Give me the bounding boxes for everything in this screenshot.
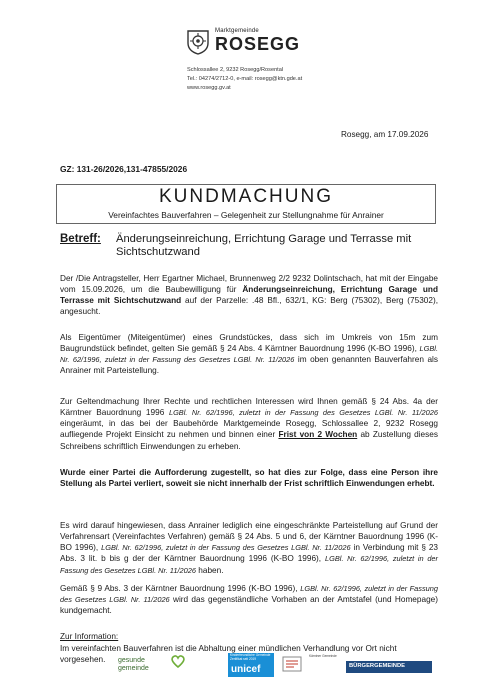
unicef-certificate-text: Kinderfreundliche Gemeinde Zertifikat seit 2019 xyxy=(230,653,271,661)
document-date: Rosegg, am 17.09.2026 xyxy=(341,130,429,139)
page-title: KUNDMACHUNG xyxy=(159,186,333,207)
paragraph-text: haben. xyxy=(195,565,224,575)
info-heading: Zur Information: xyxy=(60,632,119,641)
file-reference: GZ: 131-26/2026,131-47855/2026 xyxy=(60,164,188,174)
address-line: Schlossallee 2, 9232 Rosegg/Rosental xyxy=(187,67,284,73)
logo-line: gesunde xyxy=(118,657,145,664)
paragraph-application xyxy=(60,273,438,318)
paragraph-limited-status xyxy=(60,520,438,576)
paragraph-text: im oben genannten Bauverfahren als Anrainer mit Parteistellung. xyxy=(60,355,438,376)
paragraph-warning: Wurde einer Partei die Aufforderung zugestellt, so hat dies zur Folge, dass eine Person ihre Stellung als Partei verliert, soweit sie nicht innerhalb der Frist schriftlich Einwendungen erhebt. xyxy=(60,468,438,489)
paragraph-text: ab Zustellung dieses Schreibens schriftlich Einwendungen zu erheben. xyxy=(60,430,438,451)
deadline-text: Frist von 2 Wochen xyxy=(278,430,358,440)
info-text: Im vereinfachten Bauverfahren ist die Abhaltung einer mündlichen Verhandlung vor Ort nicht vorgesehen. xyxy=(60,644,397,665)
law-citation: LGBl. Nr. 62/1996, zuletzt in der Fassung des Gesetzes LGBl. Nr. 11/2026 xyxy=(60,554,438,575)
contact-line: Tel.: 04274/2712-0, e-mail: rosegg@ktn.gde.at xyxy=(187,75,303,82)
paragraph-text: Als Eigentümer (Miteigentümer) eines Grundstückes, dass sich im Umkreis von 15m zum Baugrundstück befindet, gelten Sie gemäß § 24 Abs. 4 Kärntner Bauordnung 1996 (K-BO 1996), xyxy=(60,333,438,354)
paragraph-publication xyxy=(60,583,438,616)
municipality-label: Marktgemeinde xyxy=(215,28,259,34)
municipality-name: ROSEGG xyxy=(215,34,301,54)
coat-of-arms-icon xyxy=(185,29,211,55)
gesunde-gemeinde-logo xyxy=(118,657,149,673)
law-citation: LGBl. Nr. 62/1996, zuletzt in der Fassung des Gesetzes LGBl. Nr. 11/2026 xyxy=(101,543,351,553)
paragraph-text: wird das gegenständliche Vorhaben an der Amtstafel (und Homepage) kundgemacht. xyxy=(60,595,438,616)
paragraph-neighbour-status xyxy=(60,332,438,377)
law-citation: LGBl. Nr. 62/1996, zuletzt in der Fassung des Gesetzes LGBl. Nr. 11/2026 xyxy=(60,584,438,605)
paragraph-text: Es wird darauf hingewiesen, dass Anrainer lediglich eine eingeschränkte Parteistellung auf Grund der Verfahrensart (Vereinfachtes Verfahren) gemäß § 24 Abs. 5 und 6, der Kärntner Bauordnung 1996 (K-BO 1996), xyxy=(60,521,438,553)
unicef-logo: unicef xyxy=(231,664,261,675)
subject-text: Änderungseinreichung, Errichtung Garage und Terrasse mit Sichtschutzwand xyxy=(116,233,412,258)
law-citation: LGBl. Nr. 62/1996, zuletzt in der Fassung des Gesetzes LGBl. Nr. 11/2026 xyxy=(168,408,438,418)
logo-line: gemeinde xyxy=(118,665,149,672)
project-name: Änderungseinreichung, Errichtung Garage und Terrasse mit Sichtschutzwand xyxy=(60,285,438,306)
paragraph-rights xyxy=(60,396,438,452)
paragraph-text: auf der Parzelle: .48 Bfl., 632/1, KG: Berg (75302), Berg (75302), angesucht. xyxy=(60,296,438,317)
gemeinde-logo-text: Kärntner Gemeinde xyxy=(309,654,337,658)
heart-icon xyxy=(170,654,186,668)
web-line: www.rosegg.gv.at xyxy=(187,84,231,91)
law-citation: LGBl. Nr. 62/1996, zuletzt in der Fassung des Gesetzes LGBl. Nr. 11/2026 xyxy=(60,344,438,365)
subject-label: Betreff: xyxy=(60,233,101,245)
page-subtitle: Vereinfachtes Bauverfahren – Gelegenheit zur Stellungnahme für Anrainer xyxy=(108,210,384,220)
paragraph-text: Gemäß § 9 Abs. 3 der Kärntner Bauordnung 1996 (K-BO 1996), xyxy=(60,584,301,593)
buergergemeinde-logo: BÜRGERGEMEINDE xyxy=(349,663,406,669)
paragraph-text: eingeräumt, in das bei der Baubehörde Marktgemeinde Rosegg, Schlossallee 2, 9232 Rosegg aufliegende Projekt Einsicht zu nehmen und binnen einer xyxy=(60,419,438,440)
paragraph-text: Zur Geltendmachung Ihrer Rechte und rechtlichen Interessen wird Ihnen gemäß § 24 Abs. 4a der Kärntner Bauordnung 1996 xyxy=(60,397,438,418)
address-block xyxy=(187,66,302,92)
certificate-icon xyxy=(282,656,302,672)
paragraph-text: Der /Die Antragsteller, Herr Egartner Michael, Brunnenweg 2/2 9232 Dolintschach, hat mit der Eingabe vom 15.09.2026, um die Baubewilligung für xyxy=(60,274,438,295)
paragraph-text: in Verbindung mit § 23 Abs. 3 lit. b bis g der der Kärntner Bauordnung 1996 (K-BO 1996), xyxy=(60,543,439,564)
